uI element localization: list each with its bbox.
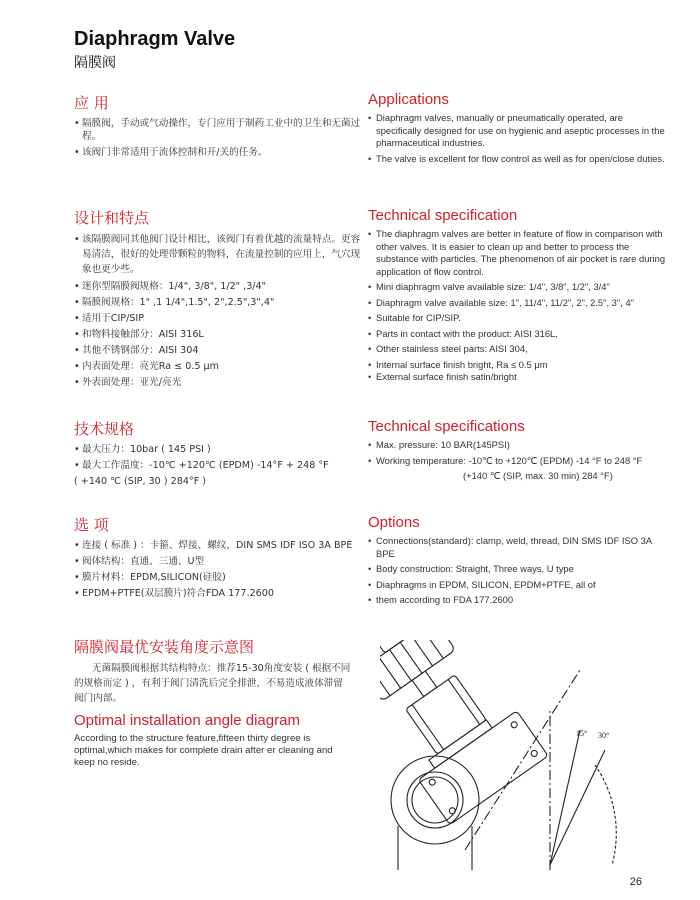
- centerline: [465, 670, 580, 850]
- tech-spec-en-item: • Diaphragm valve available size: 1", 11/4", 11/2", 2", 2.5", 3", 4": [368, 297, 668, 310]
- valve-installation-diagram: [380, 640, 640, 870]
- options-en-item: • Body construction: Straight, Three ways, U type: [368, 563, 668, 576]
- applications-en-heading: Applications: [368, 91, 449, 108]
- options-en-section: [368, 514, 668, 607]
- bolt: [448, 807, 456, 815]
- options-cn-section: [74, 514, 364, 600]
- design-cn-section: [74, 207, 364, 389]
- bolt: [530, 749, 538, 757]
- install-en-text: According to the structure feature,fifteen thirty degree is optimal,which makes for complete drain after er cleaning and keep no reside.: [74, 733, 333, 768]
- options-en-item: • them according to FDA 177.2600: [368, 594, 668, 607]
- tech-specs-cn-temperature: • 最大工作温度：-10℃ +120℃ (EPDM) -14°F + 248 °F: [74, 459, 364, 472]
- applications-cn-item: • 该阀门非常适用于流体控制和开/关的任务。: [74, 146, 364, 159]
- design-cn-heading: 设计和特点: [74, 209, 150, 227]
- applications-en-item: • The valve is excellent for flow control as well as for open/close duties.: [368, 153, 668, 166]
- design-cn-item: • 适用于CIP/SIP: [74, 312, 364, 325]
- options-en-item: • Connections(standard): clamp, weld, thread, DIN SMS IDF ISO 3A BPE: [368, 535, 668, 560]
- options-cn-item: • 连接 ( 标准 ) ：卡箍、焊接、螺纹，DIN SMS IDF ISO 3A BPE: [74, 539, 364, 552]
- pipe-outlet-outer: [391, 756, 479, 844]
- tech-specs-en-temperature-cont: (+140 ℃ (SIP, max. 30 min) 284 °F): [463, 470, 613, 481]
- tech-specs-en-section: [368, 418, 668, 483]
- tech-spec-en-item: • Internal surface finish bright, Ra ≤ 0.5 μm: [368, 359, 668, 372]
- design-cn-item: • 该隔膜阀同其他阀门设计相比，该阀门有着优越的流量特点。更容易清洁，很好的处理带颗粒的物料，在流量控制的应用上，气穴现象也更少些。: [74, 232, 364, 277]
- design-cn-item: • 其他不锈钢部分：AISI 304: [74, 344, 364, 357]
- page-subtitle: 隔膜阀: [74, 55, 116, 71]
- page-title: Diaphragm Valve: [74, 28, 236, 50]
- applications-cn-item: • 隔膜阀，手动或气动操作，专门应用于制药工业中的卫生和无菌过程。: [74, 117, 364, 143]
- angle-label-15: 15°: [576, 729, 588, 738]
- design-cn-item: • 隔膜阀规格：1" ,1 1/4",1.5", 2",2.5",3",4": [74, 296, 364, 309]
- tech-specs-en-temperature: • Working temperature: -10℃ to +120℃ (EPDM) -14 °F to 248 °F: [368, 455, 668, 468]
- applications-cn-section: [74, 92, 364, 159]
- valve-body: [418, 711, 548, 825]
- design-cn-item: • 和物料接触部分：AISI 316L: [74, 328, 364, 341]
- options-cn-item: • EPDM+PTFE(双层膜片)符合FDA 177.2600: [74, 587, 364, 600]
- page-number: 26: [629, 876, 642, 888]
- tech-spec-en-item: • Suitable for CIP/SIP.: [368, 312, 668, 325]
- tech-specs-cn-temperature-cont: ( +140 ℃ (SIP, 30 ) 284°F ): [74, 476, 207, 487]
- applications-cn-heading: 应 用: [74, 94, 109, 112]
- design-cn-item: • 内表面处理：亮光Ra ≤ 0.5 μm: [74, 360, 364, 373]
- tech-spec-en-heading: Technical specification: [368, 207, 518, 224]
- design-cn-item: • 迷你型隔膜阀规格：1/4", 3/8", 1/2" ,3/4": [74, 280, 364, 293]
- install-cn-text: 无菌隔膜阀根据其结构特点：推荐15-30角度安装 ( 根据不同的规格而定 ) ，有利于阀门清洗后完全排泄，不易造成液体滞留阀门内部。: [74, 663, 351, 704]
- applications-en-item: • Diaphragm valves, manually or pneumatically operated, are specifically designed for use on hygienic and aseptic processes in the pharmaceutical industries.: [368, 112, 668, 150]
- options-cn-heading: 选 项: [74, 516, 109, 534]
- tech-spec-en-item: • Other stainless steel parts: AISI 304,: [368, 343, 668, 356]
- install-en-section: [74, 712, 352, 769]
- tech-specs-cn-pressure: • 最大压力：10bar ( 145 PSI ): [74, 443, 364, 456]
- handwheel: [380, 640, 456, 701]
- tech-spec-en-item: • Mini diaphragm valve available size: 1/4", 3/8", 1/2", 3/4": [368, 281, 668, 294]
- tech-spec-en-item: • External surface finish satin/bright: [368, 371, 668, 384]
- design-cn-item: • 外表面处理：亚光/亮光: [74, 376, 364, 389]
- install-cn-heading: 隔膜阀最优安装角度示意图: [74, 638, 255, 656]
- install-en-heading: Optimal installation angle diagram: [74, 712, 300, 729]
- tech-specs-en-heading: Technical specifications: [368, 418, 525, 435]
- bolt-line: [448, 679, 480, 724]
- options-en-heading: Options: [368, 514, 420, 531]
- tech-spec-en-item: • The diaphragm valves are better in feature of flow in comparison with other valves. It is easier to clean up and better to process the substance with particles. The phenomenon of air pocket is rare during application of flow control.: [368, 228, 668, 278]
- bolt: [428, 778, 436, 786]
- options-cn-item: • 膜片材料：EPDM,SILICON(硅胶): [74, 571, 364, 584]
- tech-specs-en-pressure: • Max. pressure: 10 BAR(145PSI): [368, 439, 668, 452]
- applications-en-section: [368, 91, 668, 165]
- bolt: [510, 721, 518, 729]
- tech-specs-cn-section: [74, 418, 364, 488]
- tech-spec-en-section: [368, 207, 668, 384]
- options-en-item: • Diaphragms in EPDM, SILICON, EPDM+PTFE, all of: [368, 579, 668, 592]
- valve-bonnet: [406, 675, 487, 754]
- angle-ray-30: [550, 750, 605, 865]
- angle-ray-15: [550, 730, 580, 865]
- install-cn-section: [74, 636, 352, 706]
- bolt-line: [412, 705, 444, 750]
- tech-spec-en-item: • Parts in contact with the product: AISI 316L,: [368, 328, 668, 341]
- tech-specs-cn-heading: 技术规格: [74, 420, 135, 438]
- options-cn-item: • 阀体结构：直通、三通、U型: [74, 555, 364, 568]
- angle-arc: [595, 765, 616, 865]
- valve-flange: [429, 720, 492, 768]
- angle-label-30: 30°: [598, 731, 610, 740]
